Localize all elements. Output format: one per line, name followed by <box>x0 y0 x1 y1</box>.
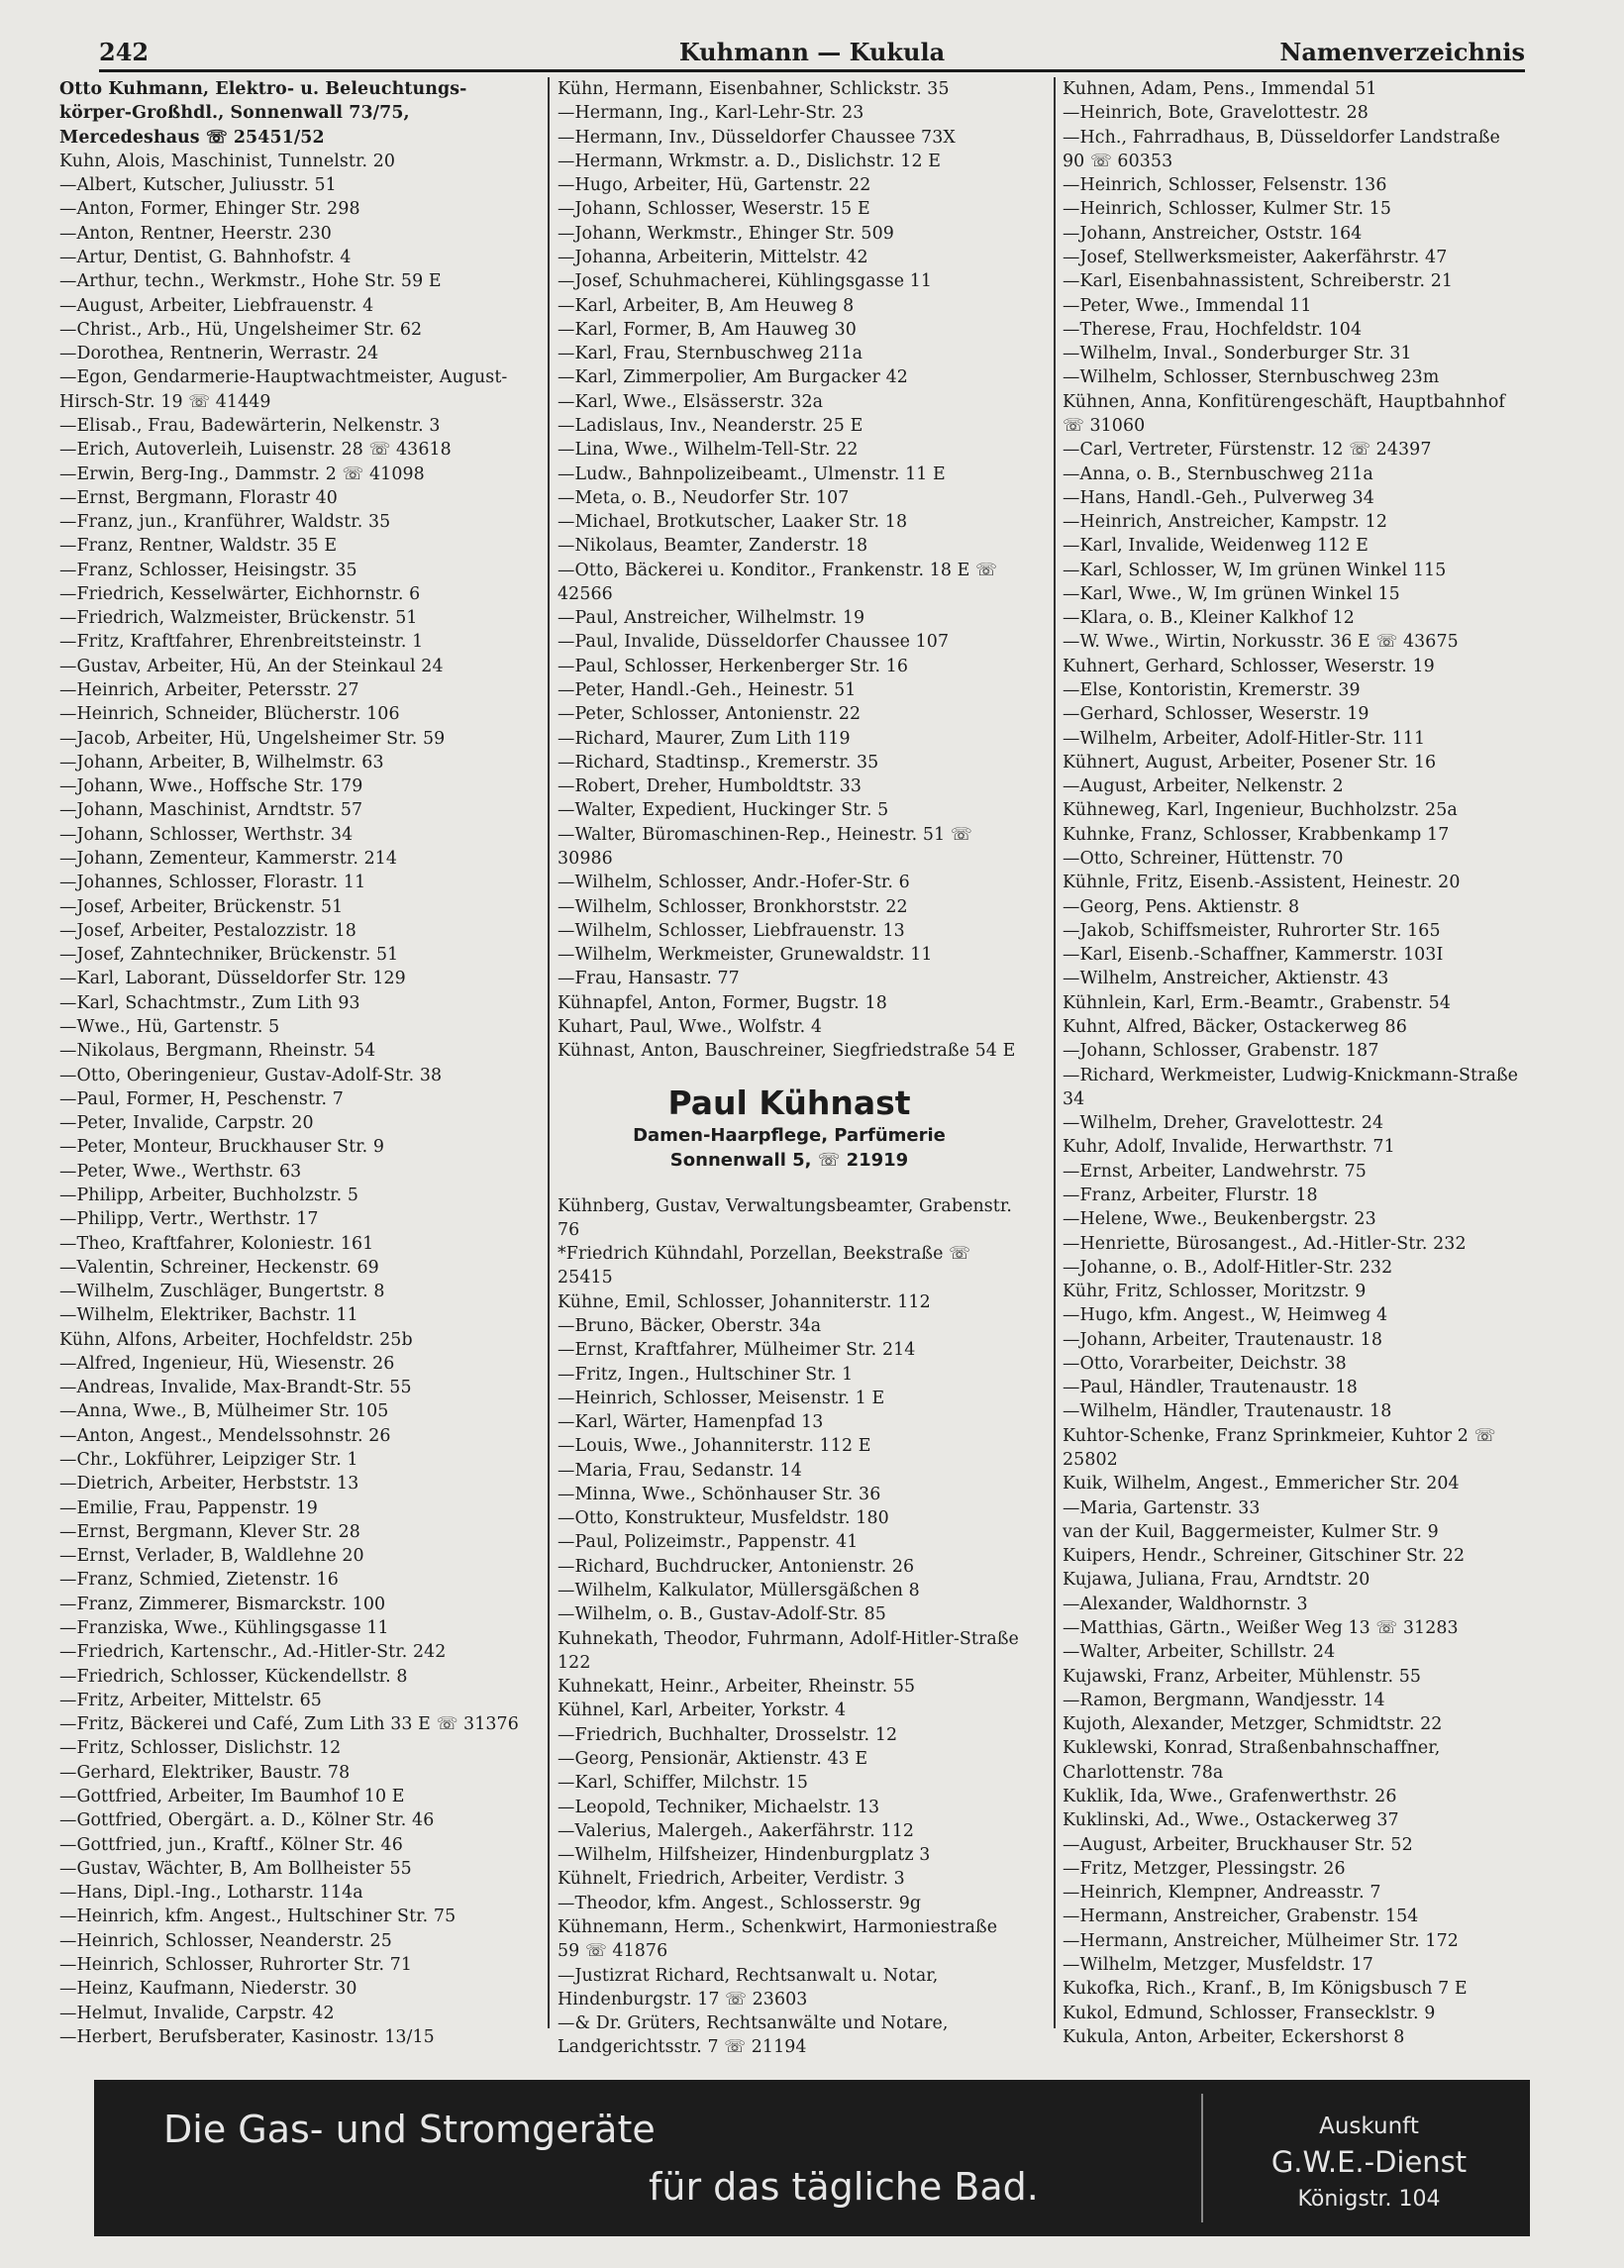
directory-entry: —Franz, Schmied, Zietenstr. 16 <box>59 1570 339 1591</box>
directory-entry: —Erwin, Berg-Ing., Dammstr. 2 ☏ 41098 <box>59 464 425 484</box>
directory-entry: —Fritz, Ingen., Hultschiner Str. 1 <box>558 1364 854 1385</box>
directory-entry: —Gottfried, Obergärt. a. D., Kölner Str. 46 <box>59 1810 435 1831</box>
directory-entry: —Heinrich, kfm. Angest., Hultschiner Str. 75 <box>59 1907 457 1927</box>
column-divider <box>548 77 550 2028</box>
directory-entry: Kuhnekatt, Heinr., Arbeiter, Rheinstr. 55 <box>558 1677 916 1698</box>
directory-entry: —Hermann, Wrkmstr. a. D., Dislichstr. 12 E <box>558 151 942 171</box>
directory-entry: —Wilhelm, Hilfsheizer, Hindenburgplatz 3 <box>558 1845 931 1866</box>
directory-entry: —Louis, Wwe., Johanniterstr. 112 E <box>558 1436 871 1457</box>
directory-entry: —Richard, Stadtinsp., Kremerstr. 35 <box>558 752 879 773</box>
directory-entry: —W. Wwe., Wirtin, Norkusstr. 36 E ☏ 43675 <box>1063 632 1459 653</box>
directory-entry: —Wilhelm, Schlosser, Bronkhorststr. 22 <box>558 896 908 917</box>
directory-entry: —Peter, Invalide, Carpstr. 20 <box>59 1113 314 1134</box>
directory-entry: —Heinrich, Schlosser, Kulmer Str. 15 <box>1063 199 1392 220</box>
directory-entry: Kuhnt, Alfred, Bäcker, Ostackerweg 86 <box>1063 1016 1407 1037</box>
directory-entry: Kuhn, Alois, Maschinist, Tunnelstr. 20 <box>59 151 396 171</box>
directory-entry: —Johann, Schlosser, Werthstr. 34 <box>59 824 354 845</box>
directory-entry: —Josef, Zahntechniker, Brückenstr. 51 <box>59 945 399 966</box>
directory-entry: —Heinrich, Bote, Gravelottestr. 28 <box>1063 103 1369 124</box>
directory-entry: —Heinrich, Anstreicher, Kampstr. 12 <box>1063 512 1387 533</box>
directory-entry: Otto Kuhmann, Elektro- u. Beleuchtungs-körper-Großhdl., Sonnenwall 73/75, Mercedeshaus ☏ 25451/52 <box>59 79 467 148</box>
directory-entry: —Helmut, Invalide, Carpstr. 42 <box>59 2003 335 2023</box>
directory-entry: —Herbert, Berufsberater, Kasinostr. 13/15 <box>59 2026 435 2047</box>
directory-entry: —Franz, jun., Kranführer, Waldstr. 35 <box>59 512 391 533</box>
directory-entry: —Wilhelm, Werkmeister, Grunewaldstr. 11 <box>558 945 933 966</box>
banner-contact <box>1208 2080 1530 2236</box>
ad-address: Sonnenwall 5, ☏ 21919 <box>669 1149 909 1171</box>
directory-entry: —Johann, Arbeiter, B, Wilhelmstr. 63 <box>59 752 384 773</box>
directory-entry: —Walter, Expedient, Huckinger Str. 5 <box>558 800 889 821</box>
directory-entry: —Albert, Kutscher, Juliusstr. 51 <box>59 175 337 196</box>
directory-entry: —Karl, Schlosser, W, Im grünen Winkel 115 <box>1063 560 1447 580</box>
directory-entry: —Peter, Monteur, Bruckhauser Str. 9 <box>59 1137 385 1158</box>
directory-entry: Kühnapfel, Anton, Former, Bugstr. 18 <box>558 992 887 1013</box>
directory-entry: —Klara, o. B., Kleiner Kalkhof 12 <box>1063 608 1355 629</box>
directory-entry: —Philipp, Arbeiter, Buchholzstr. 5 <box>59 1185 359 1205</box>
directory-entry: —Josef, Arbeiter, Brückenstr. 51 <box>59 896 344 917</box>
directory-entry: —Franziska, Wwe., Kühlingsgasse 11 <box>59 1618 389 1638</box>
directory-entry: —Wilhelm, Schlosser, Liebfrauenstr. 13 <box>558 920 905 941</box>
directory-entry: —Wilhelm, Arbeiter, Adolf-Hitler-Str. 111 <box>1063 728 1426 749</box>
directory-entry: —Nikolaus, Beamter, Zanderstr. 18 <box>558 536 868 557</box>
column-divider <box>1054 77 1056 2028</box>
directory-entry: —Johannes, Schlosser, Florastr. 11 <box>59 873 366 893</box>
directory-entry: —Anna, Wwe., B, Mülheimer Str. 105 <box>59 1401 389 1422</box>
banner-divider <box>1201 2094 1203 2222</box>
directory-entry: —Michael, Brotkutscher, Laaker Str. 18 <box>558 512 908 533</box>
directory-entry: —Fritz, Schlosser, Dislichstr. 12 <box>59 1738 342 1759</box>
directory-entry: —August, Arbeiter, Nelkenstr. 2 <box>1063 776 1344 797</box>
running-title: Kuhmann — Kukula <box>678 38 946 66</box>
directory-entry: Kuhnekath, Theodor, Fuhrmann, Adolf-Hitler-Straße 122 <box>558 1628 1019 1673</box>
directory-entry: Kuklinski, Ad., Wwe., Ostackerweg 37 <box>1063 1810 1399 1831</box>
directory-entry: —Richard, Maurer, Zum Lith 119 <box>558 728 851 749</box>
directory-entry: —Fritz, Arbeiter, Mittelstr. 65 <box>59 1690 322 1710</box>
directory-entry: —Johann, Arbeiter, Trautenaustr. 18 <box>1063 1329 1382 1350</box>
directory-entry: —Wilhelm, Elektriker, Bachstr. 11 <box>59 1305 358 1326</box>
directory-entry: —Richard, Werkmeister, Ludwig-Knickmann-Straße 34 <box>1063 1065 1519 1109</box>
directory-entry: Kuhnert, Gerhard, Schlosser, Weserstr. 19 <box>1063 656 1435 676</box>
banner-line-1: Die Gas- und Stromgeräte <box>163 2108 656 2151</box>
directory-entry: —Alfred, Ingenieur, Hü, Wiesenstr. 26 <box>59 1353 395 1374</box>
directory-entry: —Dietrich, Arbeiter, Herbststr. 13 <box>59 1474 359 1495</box>
directory-entry: —Lina, Wwe., Wilhelm-Tell-Str. 22 <box>558 440 859 461</box>
directory-entry: —Wwe., Hü, Gartenstr. 5 <box>59 1016 280 1037</box>
directory-entry: —Franz, Arbeiter, Flurstr. 18 <box>1063 1185 1318 1205</box>
directory-entry: —Ernst, Verlader, B, Waldlehne 20 <box>59 1546 364 1567</box>
directory-entry: —Fritz, Bäckerei und Café, Zum Lith 33 E ☏ 31376 <box>59 1714 519 1735</box>
ad-business-name: Paul Kühnast <box>667 1082 911 1122</box>
directory-entry: Kühne, Emil, Schlosser, Johanniterstr. 112 <box>558 1291 931 1312</box>
directory-entry: Kukol, Edmund, Schlosser, Fransecklstr. 9 <box>1063 2003 1436 2023</box>
directory-entry: —Walter, Büromaschinen-Rep., Heinestr. 51 ☏ 30986 <box>558 824 972 869</box>
directory-entry: —Friedrich, Kartenschr., Ad.-Hitler-Str. 242 <box>59 1642 447 1663</box>
directory-entry: —Paul, Anstreicher, Wilhelmstr. 19 <box>558 608 865 629</box>
directory-entry: —Hans, Handl.-Geh., Pulverweg 34 <box>1063 487 1374 508</box>
column-1 <box>59 77 523 2049</box>
directory-entry: —Ladislaus, Inv., Neanderstr. 25 E <box>558 415 863 436</box>
directory-entry: —Theo, Kraftfahrer, Koloniestr. 161 <box>59 1233 374 1254</box>
directory-entry: Kühnlein, Karl, Erm.-Beamtr., Grabenstr. 54 <box>1063 992 1451 1013</box>
directory-entry: —Maria, Gartenstr. 33 <box>1063 1497 1261 1518</box>
directory-entry: —Gustav, Arbeiter, Hü, An der Steinkaul 24 <box>59 656 444 676</box>
directory-entry: —Else, Kontoristin, Kremerstr. 39 <box>1063 680 1361 701</box>
directory-entry: —Gerhard, Schlosser, Weserstr. 19 <box>1063 704 1370 725</box>
directory-entry: —Arthur, techn., Werkmstr., Hohe Str. 59 E <box>59 271 442 292</box>
directory-entry: —Wilhelm, Schlosser, Andr.-Hofer-Str. 6 <box>558 873 910 893</box>
directory-entry: —August, Arbeiter, Liebfrauenstr. 4 <box>59 295 374 316</box>
banner-contact-address: Königstr. 104 <box>1297 2187 1441 2212</box>
directory-entry: —Hugo, Arbeiter, Hü, Gartenstr. 22 <box>558 175 871 196</box>
directory-entry: —Heinrich, Schlosser, Felsenstr. 136 <box>1063 175 1387 196</box>
directory-entry: —Anton, Angest., Mendelssohnstr. 26 <box>59 1425 391 1446</box>
directory-entry: —Chr., Lokführer, Leipziger Str. 1 <box>59 1450 358 1471</box>
directory-entry: —Valentin, Schreiner, Heckenstr. 69 <box>59 1257 379 1278</box>
directory-entry: —Maria, Frau, Sedanstr. 14 <box>558 1460 802 1481</box>
footer-advertisement <box>94 2080 1530 2236</box>
directory-entry: —Heinrich, Schlosser, Neanderstr. 25 <box>59 1930 392 1951</box>
directory-entry: —Wilhelm, Schlosser, Sternbuschweg 23m <box>1063 367 1440 388</box>
directory-entry: Kuhart, Paul, Wwe., Wolfstr. 4 <box>558 1016 823 1037</box>
directory-entry: —Wilhelm, Kalkulator, Müllersgäßchen 8 <box>558 1581 920 1601</box>
directory-entry: —Karl, Laborant, Düsseldorfer Str. 129 <box>59 969 406 989</box>
directory-entry: —Egon, Gendarmerie-Hauptwachtmeister, August-Hirsch-Str. 19 ☏ 41449 <box>59 367 508 412</box>
directory-entry: —& Dr. Grüters, Rechtsanwälte und Notare, Landgerichtsstr. 7 ☏ 21194 <box>558 2013 949 2058</box>
directory-entry: —Leopold, Techniker, Michaelstr. 13 <box>558 1797 880 1817</box>
directory-entry: —Johanna, Arbeiterin, Mittelstr. 42 <box>558 247 868 267</box>
directory-entry: —Friedrich, Walzmeister, Brückenstr. 51 <box>59 608 418 629</box>
directory-entry: Kühn, Alfons, Arbeiter, Hochfeldstr. 25b <box>59 1329 413 1350</box>
directory-entry: —Paul, Händler, Trautenaustr. 18 <box>1063 1378 1358 1398</box>
directory-entry: Kühnelt, Friedrich, Arbeiter, Verdistr. 3 <box>558 1869 905 1890</box>
directory-entry: —Wilhelm, Dreher, Gravelottestr. 24 <box>1063 1113 1384 1134</box>
directory-entry: —Karl, Schachtmstr., Zum Lith 93 <box>59 992 360 1013</box>
directory-entry: —Anton, Rentner, Heerstr. 230 <box>59 223 332 244</box>
directory-entry: —Erich, Autoverleih, Luisenstr. 28 ☏ 43618 <box>59 440 452 461</box>
directory-entry: Kühnert, August, Arbeiter, Posener Str. 16 <box>1063 752 1437 773</box>
directory-entry: —Paul, Polizeimstr., Pappenstr. 41 <box>558 1532 859 1553</box>
directory-entry: —Paul, Former, H, Peschenstr. 7 <box>59 1088 344 1109</box>
banner-line-2: für das tägliche Bad. <box>649 2165 1039 2209</box>
directory-entry: —Ernst, Bergmann, Klever Str. 28 <box>59 1521 360 1542</box>
directory-entry: Kuhnke, Franz, Schlosser, Krabbenkamp 17 <box>1063 824 1450 845</box>
column-3 <box>1063 77 1526 2049</box>
directory-entry: —Johann, Wwe., Hoffsche Str. 179 <box>59 776 363 797</box>
directory-entry: —Karl, Eisenbahnassistent, Schreiberstr. 21 <box>1063 271 1454 292</box>
directory-entry: —Wilhelm, Inval., Sonderburger Str. 31 <box>1063 344 1412 364</box>
directory-entry: —Henriette, Bürosangest., Ad.-Hitler-Str. 232 <box>1063 1233 1467 1254</box>
directory-entry: —Georg, Pens. Aktienstr. 8 <box>1063 896 1300 917</box>
directory-entry: Kujawa, Juliana, Frau, Arndtstr. 20 <box>1063 1570 1370 1591</box>
directory-entry: —Elisab., Frau, Badewärterin, Nelkenstr. 3 <box>59 415 441 436</box>
directory-entry: —Otto, Schreiner, Hüttenstr. 70 <box>1063 849 1344 869</box>
directory-entry: —Andreas, Invalide, Max-Brandt-Str. 55 <box>59 1378 412 1398</box>
directory-entry: Kuhr, Adolf, Invalide, Herwarthstr. 71 <box>1063 1137 1395 1158</box>
directory-entry: —Alexander, Waldhornstr. 3 <box>1063 1594 1308 1614</box>
directory-entry: —Johanne, o. B., Adolf-Hitler-Str. 232 <box>1063 1257 1393 1278</box>
directory-entry: —Anton, Former, Ehinger Str. 298 <box>59 199 360 220</box>
directory-entry: —Otto, Oberingenieur, Gustav-Adolf-Str. 38 <box>59 1065 443 1085</box>
directory-entry: —Friedrich, Kesselwärter, Eichhornstr. 6 <box>59 583 421 604</box>
column-2 <box>558 77 1021 2060</box>
directory-entry: Kühnast, Anton, Bauschreiner, Siegfriedstraße 54 E <box>558 1041 1016 1062</box>
directory-entry: —Friedrich, Schlosser, Kückendellstr. 8 <box>59 1666 408 1687</box>
directory-entry: —Karl, Wärter, Hamenpfad 13 <box>558 1412 824 1433</box>
directory-entry: Kukofka, Rich., Kranf., B, Im Königsbusch 7 E <box>1063 1979 1468 2000</box>
page-header <box>99 38 1525 71</box>
directory-entry: Kühnle, Fritz, Eisenb.-Assistent, Heinestr. 20 <box>1063 873 1461 893</box>
directory-entry: —Peter, Wwe., Werthstr. 63 <box>59 1161 302 1182</box>
directory-entry: —Karl, Former, B, Am Hauweg 30 <box>558 319 857 340</box>
directory-entry: —Jakob, Schiffsmeister, Ruhrorter Str. 165 <box>1063 920 1441 941</box>
directory-entry: —Gottfried, jun., Kraftf., Kölner Str. 46 <box>59 1834 403 1855</box>
directory-entry: Kühn, Hermann, Eisenbahner, Schlickstr. 35 <box>558 79 950 99</box>
directory-entry: —Wilhelm, Anstreicher, Aktienstr. 43 <box>1063 969 1389 989</box>
directory-entry: —Hermann, Anstreicher, Mülheimer Str. 172 <box>1063 1930 1459 1951</box>
directory-entry: —Hermann, Inv., Düsseldorfer Chaussee 73X <box>558 127 956 148</box>
directory-entry: —Otto, Konstrukteur, Musfeldstr. 180 <box>558 1508 889 1529</box>
banner-slogan <box>94 2080 1193 2236</box>
directory-entry: —Artur, Dentist, G. Bahnhofstr. 4 <box>59 247 352 267</box>
directory-entry: —Valerius, Malergeh., Aakerfährstr. 112 <box>558 1820 915 1841</box>
directory-entry: —Jacob, Arbeiter, Hü, Ungelsheimer Str. 59 <box>59 728 446 749</box>
page-number: 242 <box>99 38 150 66</box>
directory-entry: Kühr, Fritz, Schlosser, Moritzstr. 9 <box>1063 1282 1367 1302</box>
directory-entry: —Ramon, Bergmann, Wandjesstr. 14 <box>1063 1690 1385 1710</box>
directory-entry: —Fritz, Kraftfahrer, Ehrenbreitsteinstr. 1 <box>59 632 424 653</box>
directory-entry: —Johann, Anstreicher, Oststr. 164 <box>1063 223 1363 244</box>
directory-entry: *Friedrich Kühndahl, Porzellan, Beekstraße ☏ 25415 <box>558 1244 970 1289</box>
directory-entry: —Karl, Wwe., Elsässerstr. 32a <box>558 391 824 412</box>
directory-entry: —Hch., Fahrradhaus, B, Düsseldorfer Landstraße 90 ☏ 60353 <box>1063 127 1500 171</box>
directory-entry: —Heinrich, Arbeiter, Petersstr. 27 <box>59 680 359 701</box>
directory-entry: —Ernst, Bergmann, Florastr 40 <box>59 487 338 508</box>
directory-entry: —Nikolaus, Bergmann, Rheinstr. 54 <box>59 1041 376 1062</box>
directory-entry: —Bruno, Bäcker, Oberstr. 34a <box>558 1315 822 1336</box>
directory-entry: —Peter, Schlosser, Antonienstr. 22 <box>558 704 862 725</box>
banner-contact-name: G.W.E.-Dienst <box>1270 2145 1468 2179</box>
directory-entry: —Paul, Schlosser, Herkenberger Str. 16 <box>558 656 909 676</box>
directory-entry: —Wilhelm, Händler, Trautenaustr. 18 <box>1063 1401 1392 1422</box>
directory-entry: —Peter, Handl.-Geh., Heinestr. 51 <box>558 680 857 701</box>
directory-entry: —Franz, Rentner, Waldstr. 35 E <box>59 536 338 557</box>
directory-entry: Kühneweg, Karl, Ingenieur, Buchholzstr. 25a <box>1063 800 1458 821</box>
directory-entry: —Josef, Stellwerksmeister, Aakerfährstr. 47 <box>1063 247 1448 267</box>
directory-entry: —Ernst, Kraftfahrer, Mülheimer Str. 214 <box>558 1340 916 1361</box>
directory-entry: —Johann, Schlosser, Weserstr. 15 E <box>558 199 870 220</box>
directory-entry: —Karl, Eisenb.-Schaffner, Kammerstr. 103I <box>1063 945 1444 966</box>
directory-entry: —Matthias, Gärtn., Weißer Weg 13 ☏ 31283 <box>1063 1618 1459 1638</box>
directory-entry: —Hermann, Ing., Karl-Lehr-Str. 23 <box>558 103 864 124</box>
directory-entry: —Ludw., Bahnpolizeibeamt., Ulmenstr. 11 E <box>558 464 946 484</box>
directory-entry: —Gustav, Wächter, B, Am Bollheister 55 <box>59 1858 412 1879</box>
directory-entry: —Heinrich, Schneider, Blücherstr. 106 <box>59 704 400 725</box>
directory-entry: —Johann, Schlosser, Grabenstr. 187 <box>1063 1041 1379 1062</box>
directory-entry: —Philipp, Vertr., Werthstr. 17 <box>59 1209 319 1230</box>
directory-entry: —Johann, Werkmstr., Ehinger Str. 509 <box>558 223 894 244</box>
directory-entry: Kühnen, Anna, Konfitürengeschäft, Hauptbahnhof ☏ 31060 <box>1063 391 1505 436</box>
directory-entry: —Johann, Zementeur, Kammerstr. 214 <box>59 849 398 869</box>
directory-entry: —Frau, Hansastr. 77 <box>558 969 740 989</box>
directory-entry: —Wilhelm, Metzger, Musfeldstr. 17 <box>1063 1954 1373 1975</box>
directory-entry: —Robert, Dreher, Humboldtstr. 33 <box>558 776 863 797</box>
directory-entry: —August, Arbeiter, Bruckhauser Str. 52 <box>1063 1834 1413 1855</box>
directory-entry: —Karl, Arbeiter, B, Am Heuweg 8 <box>558 295 855 316</box>
advertisement-paul-kuehnast <box>558 1083 1021 1173</box>
directory-entry: —Heinrich, Klempner, Andreasstr. 7 <box>1063 1883 1381 1904</box>
directory-entry: Kukula, Anton, Arbeiter, Eckershorst 8 <box>1063 2026 1405 2047</box>
directory-entry: —Emilie, Frau, Pappenstr. 19 <box>59 1497 318 1518</box>
directory-entry: —Josef, Schuhmacherei, Kühlingsgasse 11 <box>558 271 933 292</box>
directory-entry: —Johann, Maschinist, Arndtstr. 57 <box>59 800 363 821</box>
column-2-entries-bottom <box>558 1194 1021 2060</box>
directory-entry: Kujoth, Alexander, Metzger, Schmidtstr. 22 <box>1063 1714 1443 1735</box>
directory-entry: —Karl, Wwe., W, Im grünen Winkel 15 <box>1063 583 1400 604</box>
directory-entry: —Peter, Wwe., Immendal 11 <box>1063 295 1312 316</box>
directory-entry: —Karl, Frau, Sternbuschweg 211a <box>558 344 863 364</box>
directory-entry: —Heinrich, Schlosser, Ruhrorter Str. 71 <box>59 1954 413 1975</box>
directory-entry: —Karl, Schiffer, Milchstr. 15 <box>558 1773 808 1794</box>
directory-entry: van der Kuil, Baggermeister, Kulmer Str. 9 <box>1063 1521 1439 1542</box>
directory-entry: —Wilhelm, o. B., Gustav-Adolf-Str. 85 <box>558 1604 886 1625</box>
directory-entry: —Hans, Dipl.-Ing., Lotharstr. 114a <box>59 1883 363 1904</box>
directory-entry: Kuik, Wilhelm, Angest., Emmericher Str. 204 <box>1063 1474 1460 1495</box>
directory-entry: —Theodor, kfm. Angest., Schlosserstr. 9g <box>558 1893 922 1913</box>
directory-entry: —Gerhard, Elektriker, Baustr. 78 <box>59 1762 351 1783</box>
directory-entry: —Paul, Invalide, Düsseldorfer Chaussee 107 <box>558 632 950 653</box>
directory-entry: Kuklik, Ida, Wwe., Grafenwerthstr. 26 <box>1063 1786 1397 1806</box>
directory-entry: —Friedrich, Buchhalter, Drosselstr. 12 <box>558 1724 898 1745</box>
directory-entry: —Wilhelm, Zuschläger, Bungertstr. 8 <box>59 1282 385 1302</box>
directory-entry: Kuipers, Hendr., Schreiner, Gitschiner Str. 22 <box>1063 1546 1466 1567</box>
directory-entry: —Franz, Zimmerer, Bismarckstr. 100 <box>59 1594 386 1614</box>
directory-entry: —Josef, Arbeiter, Pestalozzistr. 18 <box>59 920 356 941</box>
directory-entry: —Therese, Frau, Hochfeldstr. 104 <box>1063 319 1363 340</box>
directory-entry: —Georg, Pensionär, Aktienstr. 43 E <box>558 1749 868 1769</box>
column-2-entries-top <box>558 77 1021 1064</box>
directory-entry: —Ernst, Arbeiter, Landwehrstr. 75 <box>1063 1161 1367 1182</box>
directory-entry: —Walter, Arbeiter, Schillstr. 24 <box>1063 1642 1336 1663</box>
directory-entry: Kuklewski, Konrad, Straßenbahnschaffner, Charlottenstr. 78a <box>1063 1738 1441 1783</box>
directory-entry: —Hermann, Anstreicher, Grabenstr. 154 <box>1063 1907 1419 1927</box>
directory-entry: —Gottfried, Arbeiter, Im Baumhof 10 E <box>59 1786 405 1806</box>
directory-entry: —Richard, Buchdrucker, Antonienstr. 26 <box>558 1556 915 1577</box>
ad-services: Damen-Haarpflege, Parfümerie <box>633 1124 946 1146</box>
directory-entry: Kühnemann, Herm., Schenkwirt, Harmoniestraße 59 ☏ 41876 <box>558 1916 998 1962</box>
directory-entry: —Heinrich, Schlosser, Meisenstr. 1 E <box>558 1388 885 1408</box>
directory-entry: Kühnberg, Gustav, Verwaltungsbeamter, Grabenstr. 76 <box>558 1195 1013 1240</box>
directory-entry: —Otto, Bäckerei u. Konditor., Frankenstr. 18 E ☏ 42566 <box>558 560 997 604</box>
directory-entry: —Justizrat Richard, Rechtsanwalt u. Notar, Hindenburgstr. 17 ☏ 23603 <box>558 1965 939 2010</box>
directory-entry: —Anna, o. B., Sternbuschweg 211a <box>1063 464 1373 484</box>
header-rule <box>99 69 1525 72</box>
directory-entry: —Otto, Vorarbeiter, Deichstr. 38 <box>1063 1353 1347 1374</box>
directory-entry: Kuhtor-Schenke, Franz Sprinkmeier, Kuhtor 2 ☏ 25802 <box>1063 1425 1496 1471</box>
banner-contact-label: Auskunft <box>1319 2113 1419 2139</box>
directory-entry: Kühnel, Karl, Arbeiter, Yorkstr. 4 <box>558 1701 847 1721</box>
section-title: Namenverzeichnis <box>1279 38 1525 66</box>
directory-entry: —Karl, Invalide, Weidenweg 112 E <box>1063 536 1369 557</box>
directory-entry: Kuhnen, Adam, Pens., Immendal 51 <box>1063 79 1377 99</box>
directory-entry: —Dorothea, Rentnerin, Werrastr. 24 <box>59 344 379 364</box>
directory-entry: —Fritz, Metzger, Plessingstr. 26 <box>1063 1858 1346 1879</box>
directory-entry: —Meta, o. B., Neudorfer Str. 107 <box>558 487 850 508</box>
directory-entry: —Helene, Wwe., Beukenbergstr. 23 <box>1063 1209 1376 1230</box>
directory-entry: —Minna, Wwe., Schönhauser Str. 36 <box>558 1484 881 1504</box>
directory-entry: —Christ., Arb., Hü, Ungelsheimer Str. 62 <box>59 319 423 340</box>
directory-entry: Kujawski, Franz, Arbeiter, Mühlenstr. 55 <box>1063 1666 1422 1687</box>
directory-entry: —Heinz, Kaufmann, Niederstr. 30 <box>59 1979 357 2000</box>
directory-entry: —Carl, Vertreter, Fürstenstr. 12 ☏ 24397 <box>1063 440 1432 461</box>
directory-entry: —Karl, Zimmerpolier, Am Burgacker 42 <box>558 367 908 388</box>
directory-entry: —Franz, Schlosser, Heisingstr. 35 <box>59 560 357 580</box>
directory-entry: —Hugo, kfm. Angest., W, Heimweg 4 <box>1063 1305 1388 1326</box>
